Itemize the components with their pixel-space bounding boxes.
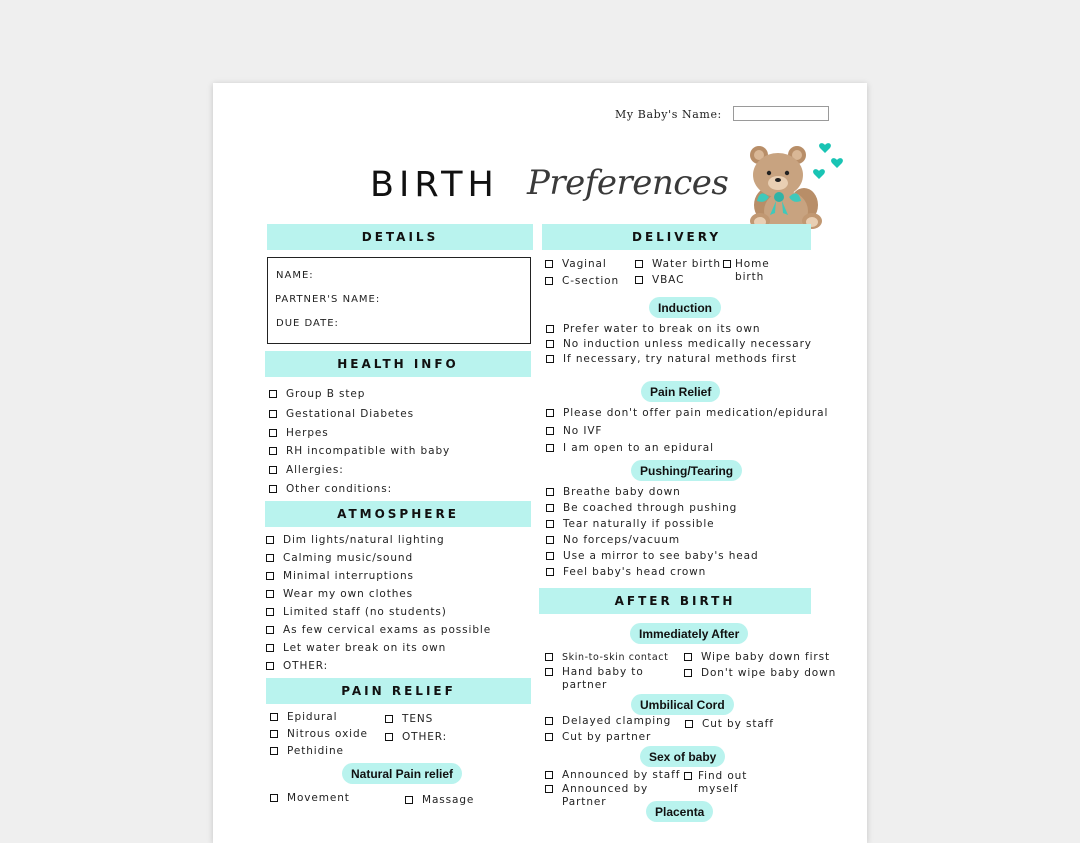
- health-info-heading: HEALTH INFO: [265, 351, 531, 377]
- checkbox[interactable]: [546, 444, 554, 452]
- checkbox[interactable]: [266, 662, 274, 670]
- placenta-heading: Placenta: [646, 801, 713, 822]
- checkbox[interactable]: [546, 325, 554, 333]
- checkbox[interactable]: [270, 747, 278, 755]
- atmosphere-item[interactable]: OTHER:: [266, 660, 328, 673]
- delivery-item[interactable]: Vaginal: [545, 258, 607, 271]
- baby-name-field[interactable]: [733, 106, 829, 121]
- checkbox[interactable]: [546, 355, 554, 363]
- umbilical-cord-item[interactable]: Cut by partner: [545, 731, 651, 744]
- details-heading: DETAILS: [267, 224, 533, 250]
- health-item[interactable]: Allergies:: [269, 464, 344, 477]
- umbilical-cord-item[interactable]: Delayed clamping: [545, 715, 671, 728]
- umbilical-cord-heading: Umbilical Cord: [631, 694, 734, 715]
- checkbox[interactable]: [546, 488, 554, 496]
- checkbox[interactable]: [546, 340, 554, 348]
- checkbox[interactable]: [685, 720, 693, 728]
- induction-item[interactable]: No induction unless medically necessary: [546, 338, 812, 351]
- title-birth: BIRTH: [370, 165, 499, 205]
- checkbox[interactable]: [545, 260, 553, 268]
- checkbox[interactable]: [266, 536, 274, 544]
- heart-icon: [819, 143, 831, 153]
- checkbox[interactable]: [385, 715, 393, 723]
- pain-relief-pref-item[interactable]: I am open to an epidural: [546, 442, 714, 455]
- checkbox[interactable]: [266, 590, 274, 598]
- atmosphere-heading: ATMOSPHERE: [265, 501, 531, 527]
- partner-name-label: PARTNER'S NAME:: [275, 294, 381, 305]
- checkbox[interactable]: [545, 733, 553, 741]
- checkbox[interactable]: [385, 733, 393, 741]
- checkbox[interactable]: [684, 772, 692, 780]
- title-preferences: Preferences: [527, 163, 729, 203]
- pain-relief-item[interactable]: Epidural: [270, 711, 337, 724]
- checkbox[interactable]: [270, 794, 278, 802]
- sex-of-baby-heading: Sex of baby: [640, 746, 725, 767]
- atmosphere-item[interactable]: Dim lights/natural lighting: [266, 534, 445, 547]
- immediately-after-heading: Immediately After: [630, 623, 748, 644]
- pushing-item[interactable]: Feel baby's head crown: [546, 566, 706, 579]
- checkbox[interactable]: [269, 447, 277, 455]
- checkbox[interactable]: [269, 390, 277, 398]
- atmosphere-item[interactable]: As few cervical exams as possible: [266, 624, 491, 637]
- checkbox[interactable]: [269, 410, 277, 418]
- checkbox[interactable]: [266, 626, 274, 634]
- health-item[interactable]: Group B step: [269, 388, 365, 401]
- checkbox[interactable]: [269, 485, 277, 493]
- checkbox[interactable]: [545, 785, 553, 793]
- heart-icon: [831, 158, 843, 168]
- checkbox[interactable]: [546, 427, 554, 435]
- checkbox[interactable]: [545, 668, 553, 676]
- induction-item[interactable]: If necessary, try natural methods first: [546, 353, 797, 366]
- delivery-heading: DELIVERY: [542, 224, 811, 250]
- pain-relief-item[interactable]: Pethidine: [270, 745, 344, 758]
- delivery-item[interactable]: Water birth: [635, 258, 721, 271]
- checkbox[interactable]: [270, 730, 278, 738]
- after-birth-heading: AFTER BIRTH: [539, 588, 811, 614]
- checkbox[interactable]: [546, 552, 554, 560]
- heart-icon: [813, 169, 825, 179]
- immediately-after-item[interactable]: Don't wipe baby down: [684, 667, 836, 680]
- teddy-bear-icon: [739, 133, 849, 238]
- checkbox[interactable]: [266, 572, 274, 580]
- delivery-item[interactable]: C-section: [545, 275, 619, 288]
- checkbox[interactable]: [635, 276, 643, 284]
- details-box: [267, 257, 531, 344]
- pushing-item[interactable]: Tear naturally if possible: [546, 518, 715, 531]
- pushing-item[interactable]: Be coached through pushing: [546, 502, 737, 515]
- induction-item[interactable]: Prefer water to break on its own: [546, 323, 760, 336]
- immediately-after-item[interactable]: Wipe baby down first: [684, 651, 830, 664]
- baby-name-label: My Baby's Name:: [615, 108, 722, 121]
- checkbox[interactable]: [266, 554, 274, 562]
- atmosphere-item[interactable]: Limited staff (no students): [266, 606, 447, 619]
- pushing-item[interactable]: Use a mirror to see baby's head: [546, 550, 759, 563]
- checkbox[interactable]: [545, 771, 553, 779]
- induction-heading: Induction: [649, 297, 721, 318]
- checkbox[interactable]: [684, 669, 692, 677]
- delivery-item[interactable]: Home birth: [723, 258, 777, 284]
- sex-of-baby-item[interactable]: Find out myself: [684, 770, 754, 796]
- birth-preferences-sheet: [213, 83, 867, 843]
- immediately-after-item[interactable]: Hand baby to partner: [545, 666, 675, 692]
- checkbox[interactable]: [723, 260, 731, 268]
- checkbox[interactable]: [270, 713, 278, 721]
- checkbox[interactable]: [545, 277, 553, 285]
- natural-pain-relief-item[interactable]: Movement: [270, 792, 350, 805]
- checkbox[interactable]: [546, 536, 554, 544]
- natural-pain-relief-heading: Natural Pain relief: [342, 763, 462, 784]
- pain-relief-pref-item[interactable]: No IVF: [546, 425, 602, 438]
- checkbox[interactable]: [266, 608, 274, 616]
- umbilical-cord-item[interactable]: Cut by staff: [685, 718, 774, 731]
- pain-relief-item[interactable]: OTHER:: [385, 731, 447, 744]
- checkbox[interactable]: [266, 644, 274, 652]
- checkbox[interactable]: [405, 796, 413, 804]
- health-item[interactable]: Other conditions:: [269, 483, 392, 496]
- pain-relief-heading: PAIN RELIEF: [266, 678, 531, 704]
- health-item[interactable]: Herpes: [269, 427, 329, 440]
- atmosphere-item[interactable]: Wear my own clothes: [266, 588, 413, 601]
- health-item[interactable]: Gestational Diabetes: [269, 408, 414, 421]
- pushing-item[interactable]: Breathe baby down: [546, 486, 681, 499]
- checkbox[interactable]: [269, 466, 277, 474]
- checkbox[interactable]: [545, 717, 553, 725]
- sex-of-baby-item[interactable]: Announced by staff: [545, 769, 680, 782]
- checkbox[interactable]: [545, 653, 553, 661]
- pain-relief-pref-item[interactable]: Please don't offer pain medication/epidural: [546, 407, 828, 420]
- checkbox[interactable]: [635, 260, 643, 268]
- delivery-item[interactable]: VBAC: [635, 274, 684, 287]
- checkbox[interactable]: [546, 504, 554, 512]
- checkbox[interactable]: [684, 653, 692, 661]
- pushing-item[interactable]: No forceps/vacuum: [546, 534, 680, 547]
- checkbox[interactable]: [269, 429, 277, 437]
- immediately-after-item[interactable]: Skin-to-skin contact: [545, 651, 668, 664]
- pain-relief-item[interactable]: Nitrous oxide: [270, 728, 368, 741]
- atmosphere-item[interactable]: Minimal interruptions: [266, 570, 414, 583]
- name-label: NAME:: [276, 270, 314, 281]
- pushing-tearing-heading: Pushing/Tearing: [631, 460, 742, 481]
- health-item[interactable]: RH incompatible with baby: [269, 445, 450, 458]
- pain-relief-item[interactable]: TENS: [385, 713, 433, 726]
- due-date-label: DUE DATE:: [276, 318, 339, 329]
- atmosphere-item[interactable]: Calming music/sound: [266, 552, 413, 565]
- sex-of-baby-item[interactable]: Announced by Partner: [545, 783, 675, 809]
- checkbox[interactable]: [546, 568, 554, 576]
- natural-pain-relief-item[interactable]: Massage: [405, 794, 474, 807]
- checkbox[interactable]: [546, 520, 554, 528]
- atmosphere-item[interactable]: Let water break on its own: [266, 642, 446, 655]
- checkbox[interactable]: [546, 409, 554, 417]
- pain-relief-subheading: Pain Relief: [641, 381, 720, 402]
